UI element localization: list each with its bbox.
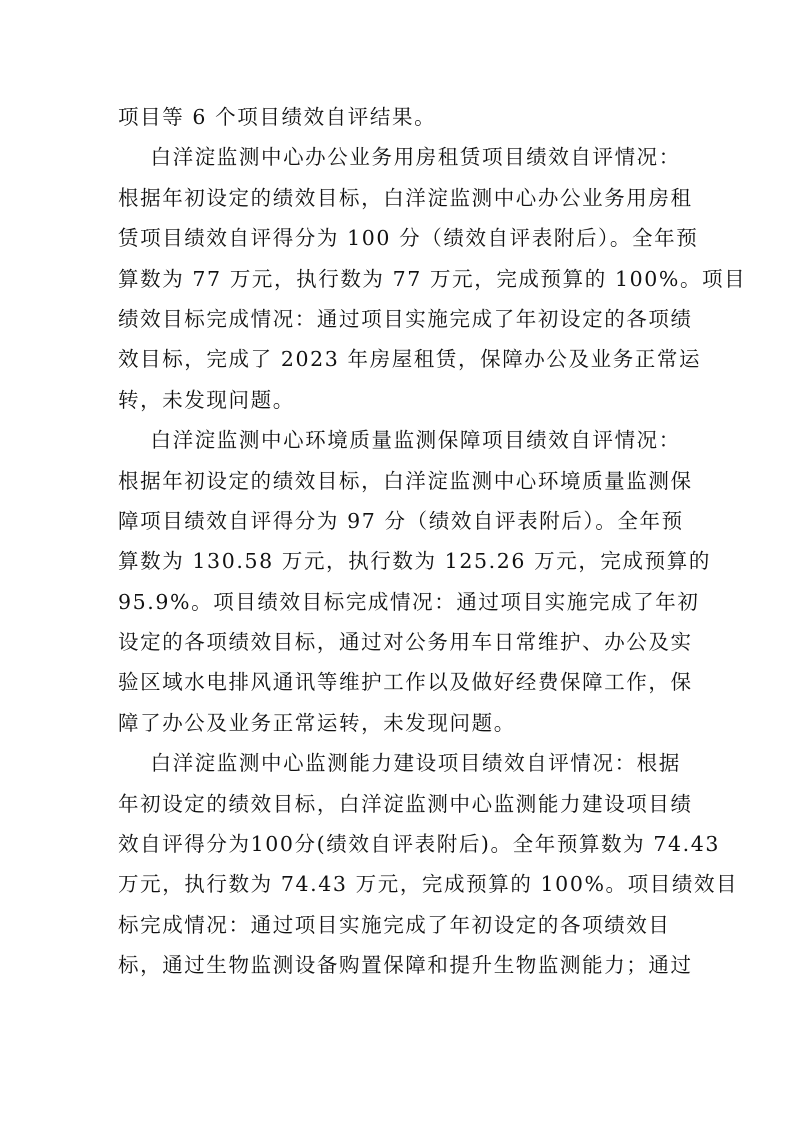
text-line: 万元，执行数为 74.43 万元，完成预算的 100%。项目绩效目 xyxy=(118,872,739,897)
body-text xyxy=(118,97,747,986)
text-line: 验区域水电排风通讯等维护工作以及做好经费保障工作，保 xyxy=(118,670,693,695)
text-line: 年初设定的绩效目标，白洋淀监测中心监测能力建设项目绩 xyxy=(118,791,693,816)
text-line: 绩效目标完成情况：通过项目实施完成了年初设定的各项绩 xyxy=(118,306,693,331)
text-line: 算数为 130.58 万元，执行数为 125.26 万元，完成预算的 xyxy=(118,549,711,574)
text-line: 标完成情况：通过项目实施完成了年初设定的各项绩效目 xyxy=(118,912,671,937)
text-line: 根据年初设定的绩效目标，白洋淀监测中心办公业务用房租 xyxy=(118,185,693,210)
text-line: 标，通过生物监测设备购置保障和提升生物监测能力；通过 xyxy=(118,953,693,978)
text-line: 根据年初设定的绩效目标，白洋淀监测中心环境质量监测保 xyxy=(118,468,693,493)
text-line: 障项目绩效自评得分为 97 分（绩效自评表附后）。全年预 xyxy=(118,508,684,533)
text-line: 障了办公及业务正常运转，未发现问题。 xyxy=(118,710,516,735)
text-line: 项目等 6 个项目绩效自评结果。 xyxy=(118,105,437,129)
text-line: 算数为 77 万元，执行数为 77 万元，完成预算的 100%。项目 xyxy=(118,266,747,291)
text-line: 效目标，完成了 2023 年房屋租赁，保障办公及业务正常运 xyxy=(118,347,702,372)
text-line: 白洋淀监测中心环境质量监测保障项目绩效自评情况： xyxy=(118,428,681,453)
text-line: 赁项目绩效自评得分为 100 分（绩效自评表附后）。全年预 xyxy=(118,226,699,251)
text-line: 白洋淀监测中心办公业务用房租赁项目绩效自评情况： xyxy=(118,145,681,170)
text-line: 95.9%。项目绩效目标完成情况：通过项目实施完成了年初 xyxy=(118,589,700,614)
text-line: 设定的各项绩效目标，通过对公务用车日常维护、办公及实 xyxy=(118,630,693,655)
text-line: 白洋淀监测中心监测能力建设项目绩效自评情况：根据 xyxy=(118,751,681,776)
text-line: 转，未发现问题。 xyxy=(118,387,295,412)
text-line: 效自评得分为100分(绩效自评表附后)。全年预算数为 74.43 xyxy=(118,832,721,857)
